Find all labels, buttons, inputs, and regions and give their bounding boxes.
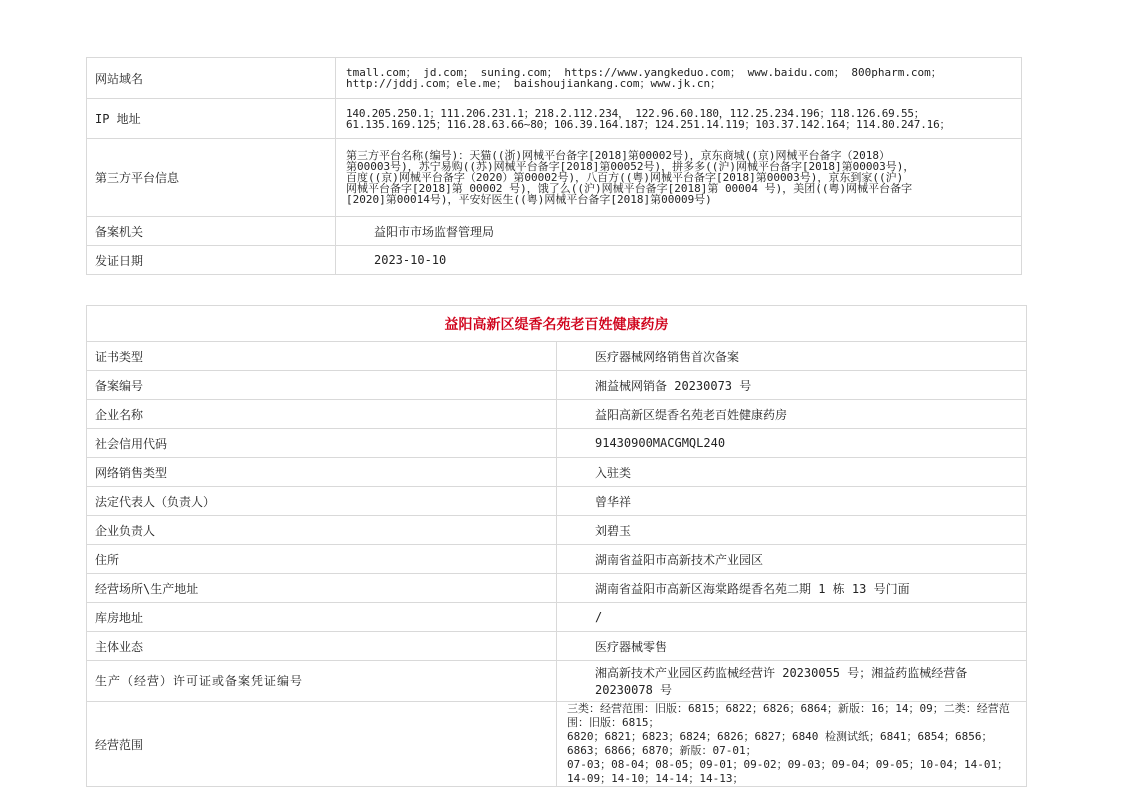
row-value: 入驻类 [557, 458, 1027, 487]
row-label: 备案机关 [87, 217, 336, 246]
row-value: 益阳市市场监督管理局 [336, 217, 1022, 246]
table-row [87, 58, 1022, 99]
row-value: 2023-10-10 [336, 246, 1022, 275]
table-row [87, 487, 1027, 516]
row-value: 湘高新技术产业园区药监械经营许 20230055 号；湘益药监械经营备 20230078 号 [557, 661, 1027, 702]
table-row [87, 99, 1022, 139]
row-value [336, 58, 1022, 99]
row-label: 企业负责人 [87, 516, 557, 545]
row-label: 备案编号 [87, 371, 557, 400]
website-info-table [86, 57, 1022, 275]
table-title: 益阳高新区缇香名苑老百姓健康药房 [87, 306, 1027, 342]
row-value [336, 99, 1022, 139]
table-row [87, 574, 1027, 603]
table-row [87, 603, 1027, 632]
row-label: IP 地址 [87, 99, 336, 139]
row-value [336, 139, 1022, 217]
table-title-row [87, 306, 1027, 342]
row-value: 91430900MACGMQL240 [557, 429, 1027, 458]
row-value: 医疗器械零售 [557, 632, 1027, 661]
row-label: 主体业态 [87, 632, 557, 661]
ip-list: 140.205.250.1；111.206.231.1；218.2.112.234， 122.96.60.180，112.25.234.196；118.126.69.55； 61.135.169.125；116.28.63.66~80；106.39.164.187；124.251.14.119；103.37.142.164；114.80.247.16； [346, 106, 951, 131]
row-value: 湖南省益阳市高新技术产业园区 [557, 545, 1027, 574]
table-row [87, 545, 1027, 574]
table-row [87, 429, 1027, 458]
row-value: 益阳高新区缇香名苑老百姓健康药房 [557, 400, 1027, 429]
table-row [87, 246, 1022, 275]
domain-list: tmall.com； jd.com； suning.com； https://www.yangkeduo.com； www.baidu.com； 800pharm.com； http://jddj.com；ele.me； baishoujiankang.com；www.jk.cn； [346, 66, 942, 90]
table-row [87, 661, 1027, 702]
row-value: 湘益械网销备 20230073 号 [557, 371, 1027, 400]
row-value: / [557, 603, 1027, 632]
table-row [87, 458, 1027, 487]
row-value: 湖南省益阳市高新区海棠路缇香名苑二期 1 栋 13 号门面 [557, 574, 1027, 603]
row-value: 曾华祥 [557, 487, 1027, 516]
pharmacy-record-table [86, 305, 1027, 787]
table-row [87, 342, 1027, 371]
row-label: 企业名称 [87, 400, 557, 429]
row-label: 生产（经营）许可证或备案凭证编号 [87, 661, 557, 702]
row-label: 网络销售类型 [87, 458, 557, 487]
row-label: 发证日期 [87, 246, 336, 275]
row-value [557, 702, 1027, 787]
row-label: 经营场所\生产地址 [87, 574, 557, 603]
row-value: 刘碧玉 [557, 516, 1027, 545]
table-row [87, 632, 1027, 661]
platform-info: 第三方平台名称(编号)：天猫((浙)网械平台备字[2018]第00002号)，京东商城((京)网械平台备字（2018） 第00003号)，苏宁易购((苏)网械平台备字[2018]第00052号)，拼多多((沪)网械平台备字[2018]第00003号)， 百度((京)网械平台备字（2020）第00002号)，八百方((粤)网械平台备字[2018]第00003号)，京东到家((沪) 网械平台备字[2018]第 00002 号)，饿了么((沪)网械平台备字[2018]第 00004 号)，美团((粤)网械平台备字 [2020]第00014号)，平安好医生((粤)网械平台备字[2018]第00009号) [346, 149, 915, 206]
row-label: 网站域名 [87, 58, 336, 99]
row-label: 法定代表人（负责人） [87, 487, 557, 516]
row-label: 社会信用代码 [87, 429, 557, 458]
row-label: 第三方平台信息 [87, 139, 336, 217]
row-label: 经营范围 [87, 702, 557, 787]
row-label: 库房地址 [87, 603, 557, 632]
row-label: 证书类型 [87, 342, 557, 371]
row-value: 医疗器械网络销售首次备案 [557, 342, 1027, 371]
table-row [87, 702, 1027, 787]
table-row [87, 400, 1027, 429]
table-row [87, 139, 1022, 217]
row-label: 住所 [87, 545, 557, 574]
table-row [87, 516, 1027, 545]
business-scope: 三类：经营范围：旧版：6815；6822；6826；6864；新版：16；14；09；二类：经营范围：旧版：6815； 6820；6821；6823；6824；6826；6827；6840 检测试纸；6841；6854；6856；6863；6866；6870；新版：07-01； 07-03；08-04；08-05；09-01；09-02；09-03；09-04；09-05；10-04；14-01；14-09；14-10；14-14；14-13； [567, 702, 1010, 785]
table-row [87, 371, 1027, 400]
table-row [87, 217, 1022, 246]
